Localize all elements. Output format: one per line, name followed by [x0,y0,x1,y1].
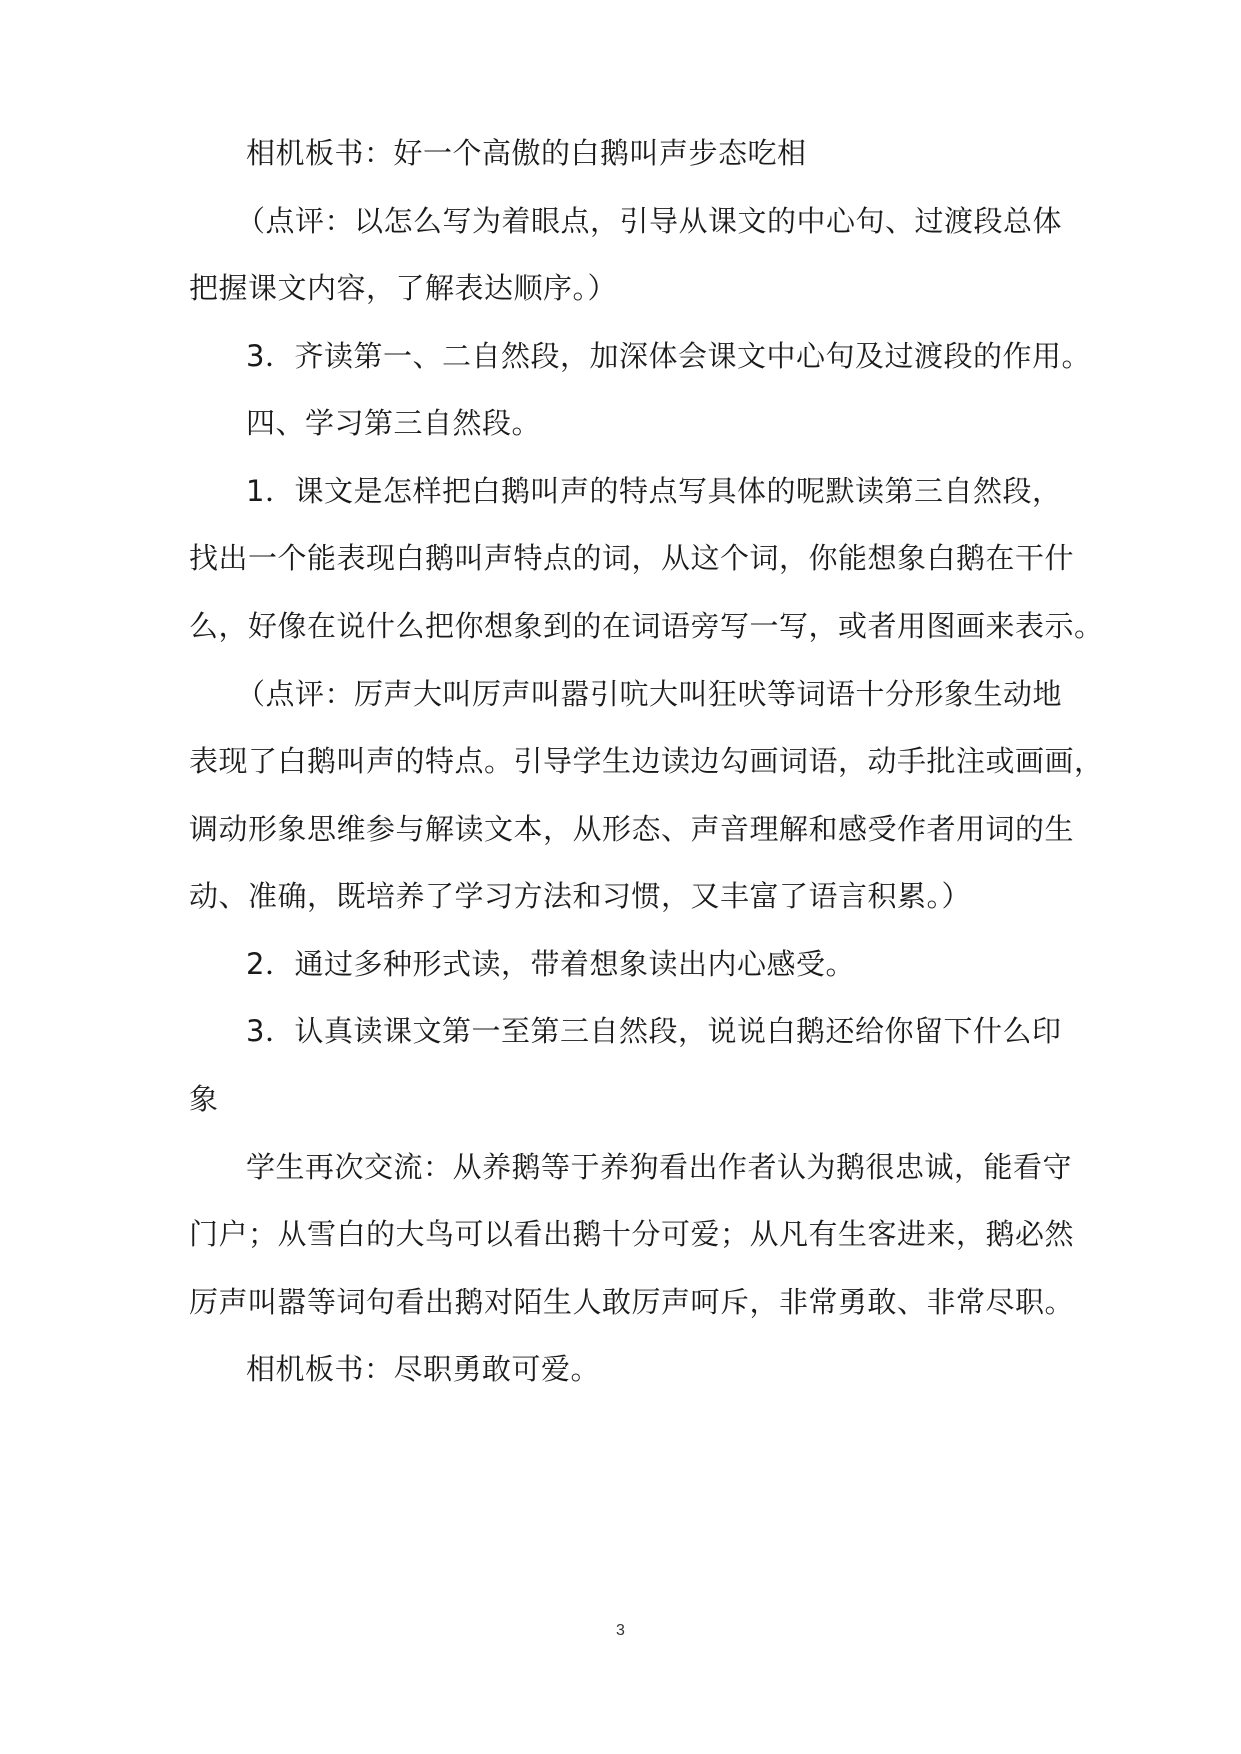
paragraph-line: 调动形象思维参与解读文本，从形态、声音理解和感受作者用词的生 [189,812,1075,846]
paragraph-line: 3．认真读课文第一至第三自然段，说说白鹅还给你留下什么印 [246,1014,1062,1048]
section-heading: 四、学习第三自然段。 [246,406,542,440]
paragraph-line: 相机板书：好一个高傲的白鹅叫声步态吃相 [246,136,807,170]
paragraph-line: （点评：厉声大叫厉声叫嚣引吭大叫狂吠等词语十分形象生动地 [236,677,1063,711]
paragraph-line: 表现了白鹅叫声的特点。引导学生边读边勾画词语，动手批注或画画， [189,744,1104,778]
paragraph-line: 相机板书：尽职勇敢可爱。 [246,1352,601,1386]
paragraph-line: 么，好像在说什么把你想象到的在词语旁写一写，或者用图画来表示。 [189,609,1104,643]
paragraph-line: 动、准确，既培养了学习方法和习惯，又丰富了语言积累。） [189,879,972,913]
page-number: 3 [616,1622,625,1639]
paragraph-line: 找出一个能表现白鹅叫声特点的词，从这个词，你能想象白鹅在干什 [189,541,1075,575]
paragraph-line: 门户；从雪白的大鸟可以看出鹅十分可爱；从凡有生客进来，鹅必然 [189,1217,1075,1251]
paragraph-line: 厉声叫嚣等词句看出鹅对陌生人敢厉声呵斥，非常勇敢、非常尽职。 [189,1285,1075,1319]
paragraph-line: 2．通过多种形式读，带着想象读出内心感受。 [246,947,855,981]
paragraph-line: 象 [189,1082,219,1116]
paragraph-line: 把握课文内容，了解表达顺序。） [189,271,618,305]
paragraph-line: 1．课文是怎样把白鹅叫声的特点写具体的呢默读第三自然段， [246,474,1062,508]
paragraph-line: 3．齐读第一、二自然段，加深体会课文中心句及过渡段的作用。 [246,339,1091,373]
paragraph-line: 学生再次交流：从养鹅等于养狗看出作者认为鹅很忠诚，能看守 [246,1150,1073,1184]
paragraph-line: （点评：以怎么写为着眼点，引导从课文的中心句、过渡段总体 [236,204,1063,238]
